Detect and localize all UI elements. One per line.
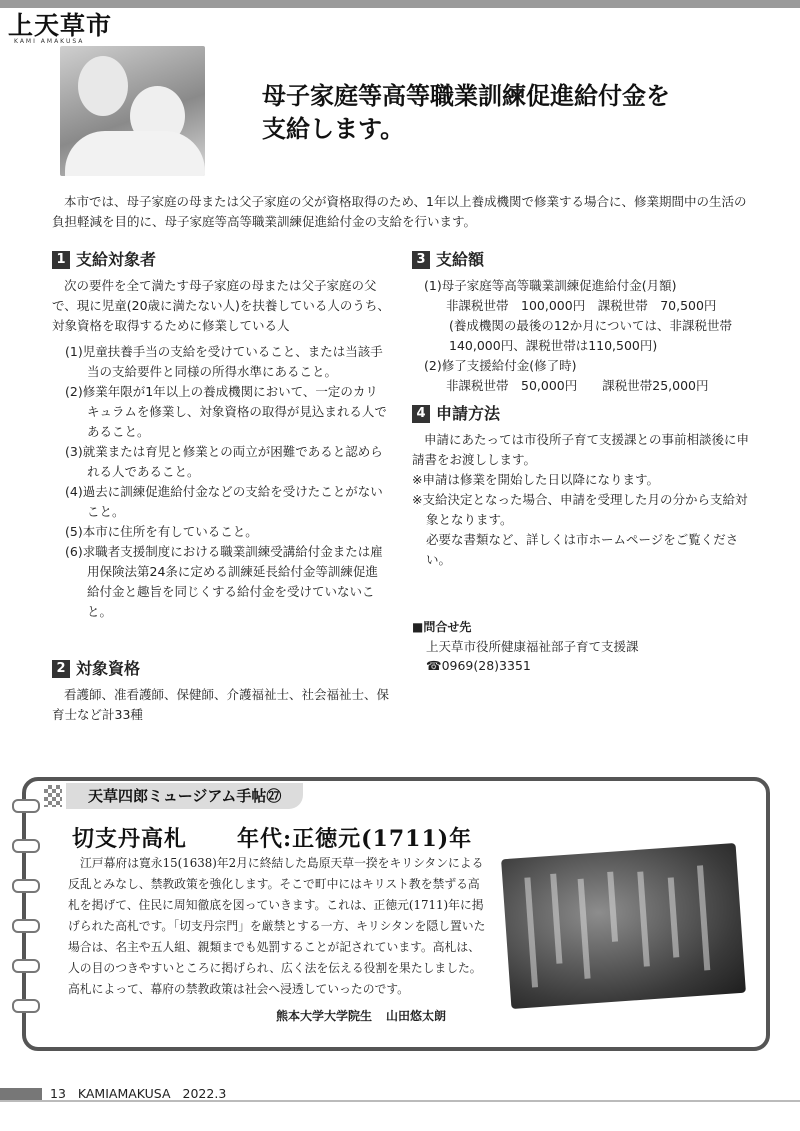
- list-item: (6)求職者支援制度における職業訓練受講給付金または雇用保険法第24条に定める訓練延長給付金等訓練促進給付金と趣旨を同じくする給付金を受けていないこと。: [65, 544, 383, 619]
- footer-accent: [0, 1088, 42, 1100]
- museum-era: 年代:正徳元(1711)年: [237, 826, 473, 852]
- section2-heading: [52, 659, 390, 679]
- contact-dept: 上天草市役所健康福祉部子育て支援課: [426, 639, 639, 654]
- page-title: [262, 80, 762, 146]
- logo-subtext: KAMI AMAKUSA: [14, 38, 85, 45]
- intro-paragraph: 本市では、母子家庭の母または父子家庭の父が資格取得のため、1年以上養成機関で修業する場合に、修業期間中の生活の負担軽減を目的に、母子家庭等高等職業訓練促進給付金の支給を行います。: [52, 194, 747, 229]
- requirement-list: [52, 342, 390, 622]
- kosatsu-board-photo: [501, 843, 746, 1009]
- mother-child-photo: [60, 46, 205, 176]
- top-bar: [0, 0, 800, 8]
- note: ※申請は修業を開始した日以降になります。: [412, 472, 659, 487]
- section1-heading: [52, 250, 390, 270]
- list-item: (4)過去に訓練促進給付金などの支給を受けたことがないこと。: [65, 484, 383, 519]
- binder-rings: [12, 799, 36, 1039]
- section4-number: 4: [412, 405, 430, 423]
- section1-title: 支給対象者: [76, 250, 157, 269]
- list-item: (5)本市に住所を有していること。: [65, 524, 258, 539]
- note: ※支給決定となった場合、申請を受理した月の分から支給対象となります。: [412, 492, 748, 527]
- section1-text: 次の要件を全て満たす母子家庭の母または父子家庭の父で、現に児童(20歳に満たない人)を扶養している人のうち、対象資格を取得するために修業している人: [52, 278, 390, 333]
- amount-line: 非課税世帯 50,000円 課税世帯25,000円: [446, 378, 709, 393]
- note: 必要な書類など、詳しくは市ホームページをご覧ください。: [426, 532, 739, 567]
- contact-heading: ■問合せ先: [412, 620, 472, 634]
- section4-text: 申請にあたっては市役所子育て支援課との事前相談後に申請書をお渡しします。: [412, 432, 750, 467]
- list-item: (3)就業または育児と修業との両立が困難であると認められる人であること。: [65, 444, 383, 479]
- magazine-name: KAMIAMAKUSA: [77, 1086, 171, 1101]
- amount-line: (養成機関の最後の12か月については、非課税世帯140,000円、課税世帯は110,500円): [449, 318, 733, 353]
- museum-author: [276, 1007, 460, 1024]
- museum-title: 切支丹高札: [72, 826, 188, 852]
- checker-pattern: [44, 785, 62, 807]
- notes: [412, 470, 752, 570]
- right-column: [412, 250, 752, 570]
- amount-line: 非課税世帯 100,000円 課税世帯 70,500円: [446, 298, 717, 313]
- contact-phone: ☎0969(28)3351: [426, 658, 531, 673]
- museum-heading: [72, 822, 472, 853]
- section2-text: 看護師、准看護師、保健師、介護福祉士、社会福祉士、保育士など計33種: [52, 687, 390, 722]
- museum-body: [68, 853, 488, 1000]
- section3-heading: [412, 250, 752, 270]
- logo-text: 上天草市: [8, 11, 113, 40]
- section4-title: 申請方法: [436, 404, 501, 423]
- amount-line: (1)母子家庭等高等職業訓練促進給付金(月額): [424, 278, 677, 293]
- section3-number: 3: [412, 251, 430, 269]
- section1-number: 1: [52, 251, 70, 269]
- section2: [52, 659, 390, 725]
- section2-title: 対象資格: [76, 659, 141, 678]
- museum-series-title: 天草四郎ミュージアム手帖㉗: [66, 783, 303, 809]
- list-item: (2)修業年限が1年以上の養成機関において、一定のカリキュラムを修業し、対象資格の取得が見込まれる人であること。: [65, 384, 387, 439]
- amount-line: (2)修了支援給付金(修了時): [424, 358, 577, 373]
- section3-title: 支給額: [436, 250, 485, 269]
- author-affiliation: 熊本大学大学院生: [276, 1009, 373, 1023]
- city-logo: [8, 12, 118, 46]
- amount-block: [412, 276, 752, 396]
- issue-date: 2022.3: [182, 1086, 227, 1101]
- footer: [50, 1086, 238, 1101]
- page-number: 13: [50, 1086, 66, 1101]
- contact-block: [412, 618, 752, 675]
- museum-text: 江戸幕府は寛永15(1638)年2月に終結した島原天草一揆をキリシタンによる反乱とみなし、禁教政策を強化します。そこで町中にはキリスト教を禁ずる高札を掲げて、住民に周知徹底を図っていきます。これは、正徳元(1711)年に掲げられた高札です。「切支丹宗門」を厳禁とする一方、キリシタンを隠し置いた場合は、名主や五人組、親類までも処罰することが記されています。高札は、人の目のつきやすいところに掲げられ、広く法を伝える役割を果たしました。高札によって、幕府の禁教政策は社会へ浸透していったのです。: [68, 856, 486, 996]
- section4-heading: [412, 404, 752, 424]
- museum-notebook-box: [22, 777, 770, 1051]
- list-item: (1)児童扶養手当の支給を受けていること、または当該手当の支給要件と同様の所得水準にあること。: [65, 344, 383, 379]
- title-line-2: 支給します。: [262, 115, 405, 143]
- title-line-1: 母子家庭等高等職業訓練促進給付金を: [262, 82, 670, 110]
- left-column: [52, 250, 390, 622]
- author-name: 山田悠太朗: [386, 1009, 447, 1023]
- section2-number: 2: [52, 660, 70, 678]
